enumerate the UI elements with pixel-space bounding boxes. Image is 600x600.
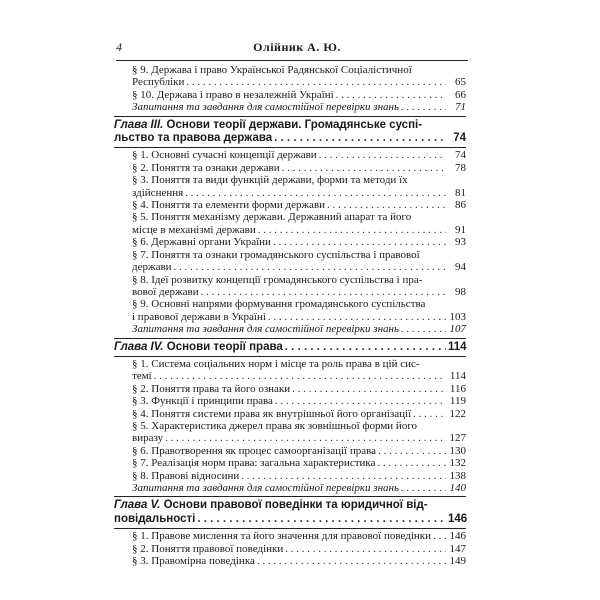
- toc-entry-text: § 4. Поняття системи права як внутрішньої його організації: [132, 407, 412, 420]
- toc-entry-text: § 3. Правомірна поведінка: [132, 555, 255, 568]
- chapter-label: Глава III.: [114, 118, 164, 131]
- leader-dots: [201, 286, 446, 298]
- chapter-page: 114: [448, 340, 467, 353]
- toc-entry-text: § 6. Правотворення як процес самоорганізації права: [132, 444, 377, 457]
- toc-entry-text: § 2. Поняття та ознаки держави: [132, 161, 280, 174]
- toc-entry-page: 78: [455, 161, 466, 174]
- chapter-divider: [114, 356, 466, 357]
- toc-entry-text: § 9. Держава і право Української Радянської Соціалістичної: [132, 64, 412, 76]
- leader-dots: [327, 199, 446, 211]
- toc-entry-page: 114: [449, 370, 466, 383]
- leader-dots: [292, 383, 446, 395]
- toc-group-chapter4: [132, 358, 466, 494]
- toc-entry-text: і правової держави в Україні: [132, 310, 266, 323]
- toc-entry[interactable]: [132, 89, 466, 101]
- toc-entry[interactable]: [132, 530, 466, 542]
- toc-entry[interactable]: [132, 249, 466, 274]
- toc-entry-page: 119: [449, 395, 466, 408]
- toc-entry-text: § 10. Держава і право в незалежній Україні: [132, 88, 334, 101]
- leader-dots: [275, 395, 446, 407]
- toc-entry[interactable]: [132, 162, 466, 174]
- leader-dots: [154, 370, 446, 382]
- chapter-label: Глава V.: [114, 499, 161, 512]
- toc-group-chapter5: [132, 530, 466, 567]
- leader-dots: [285, 341, 446, 354]
- leader-dots: [413, 408, 446, 420]
- toc-entry-page: 116: [449, 382, 466, 395]
- chapter-label: Глава IV.: [114, 340, 164, 353]
- page-number: 4: [116, 40, 122, 54]
- toc-entry-text: Республіки: [132, 76, 185, 89]
- toc-questions-entry[interactable]: [132, 482, 466, 494]
- table-of-contents: [114, 64, 468, 568]
- toc-entry-text: § 7. Поняття та ознаки громадянського суспільства і правової: [132, 248, 420, 261]
- chapter-divider: [114, 496, 466, 497]
- toc-entry-page: 138: [449, 469, 466, 482]
- toc-group-chapter3: [132, 149, 466, 335]
- leader-dots: [282, 162, 446, 174]
- toc-entry-page: 94: [455, 261, 466, 274]
- chapter-title: Основи теорії права: [166, 340, 283, 353]
- toc-questions-entry[interactable]: [132, 101, 466, 113]
- chapter-4-heading[interactable]: [114, 341, 466, 354]
- toc-entry-page: 130: [449, 444, 466, 457]
- toc-entry-text: виразу: [132, 432, 164, 445]
- toc-entry-page: 74: [455, 149, 466, 162]
- toc-entry[interactable]: [132, 445, 466, 457]
- leader-dots: [258, 224, 446, 236]
- toc-entry-text: § 2. Поняття правової поведінки: [132, 542, 284, 555]
- toc-entry-page: 107: [449, 323, 466, 336]
- toc-entry-page: 103: [449, 310, 466, 323]
- leader-dots: [274, 132, 446, 145]
- toc-entry-page: 86: [455, 199, 466, 212]
- toc-entry-page: 81: [455, 186, 466, 199]
- toc-entry-page: 147: [449, 542, 466, 555]
- toc-entry[interactable]: [132, 211, 466, 236]
- toc-entry-text: § 5. Характеристика джерел права як зовнішньої форми його: [132, 419, 418, 432]
- toc-entry-text: § 5. Поняття механізму держави. Державний апарат та його: [132, 211, 412, 224]
- leader-dots: [433, 530, 446, 542]
- toc-entry-page: 127: [449, 432, 466, 445]
- toc-entry[interactable]: [132, 236, 466, 248]
- chapter-divider: [114, 147, 466, 148]
- toc-entry[interactable]: [132, 383, 466, 395]
- toc-entry-text: Запитання та завдання для самостійної перевірки знань: [132, 482, 400, 494]
- toc-entry[interactable]: [132, 64, 466, 89]
- toc-entry[interactable]: [132, 408, 466, 420]
- chapter-page: 146: [448, 512, 468, 525]
- toc-questions-entry[interactable]: [132, 323, 466, 335]
- leader-dots: [185, 187, 446, 199]
- chapter-divider: [114, 116, 466, 117]
- toc-entry[interactable]: [132, 470, 466, 482]
- toc-entry-page: 93: [455, 236, 466, 249]
- toc-entry-text: § 8. Правові відносини: [132, 469, 240, 482]
- toc-entry-text: здійснення: [132, 186, 184, 199]
- toc-entry[interactable]: [132, 457, 466, 469]
- leader-dots: [285, 543, 446, 555]
- toc-entry-page: 122: [449, 407, 466, 420]
- toc-entry[interactable]: [132, 420, 466, 445]
- chapter-title-cont: повідальності: [114, 512, 196, 525]
- leader-dots: [273, 236, 446, 248]
- leader-dots: [174, 261, 446, 273]
- leader-dots: [197, 513, 446, 526]
- toc-entry-text: § 4. Поняття та елементи форми держави: [132, 199, 326, 212]
- toc-entry[interactable]: [132, 543, 466, 555]
- toc-entry-text: § 1. Правове мислення та його значення для правової поведінки: [132, 530, 431, 543]
- toc-entry-page: 66: [455, 88, 466, 101]
- toc-entry-text: § 1. Основні сучасні концепції держави: [132, 149, 317, 162]
- toc-entry[interactable]: [132, 395, 466, 407]
- leader-dots: [401, 482, 446, 494]
- leader-dots: [257, 555, 446, 567]
- toc-entry-text: § 9. Основні напрями формування громадянського суспільства: [132, 298, 426, 311]
- leader-dots: [401, 101, 446, 113]
- toc-entry-text: § 7. Реалізація норм права: загальна характеристика: [132, 457, 376, 470]
- toc-entry[interactable]: [132, 174, 466, 199]
- header-rule: [116, 60, 468, 61]
- leader-dots: [165, 432, 446, 444]
- toc-entry-page: 132: [449, 457, 466, 470]
- toc-entry[interactable]: [132, 358, 466, 383]
- toc-entry-text: § 3. Поняття та види функцій держави, форми та методи їх: [132, 174, 408, 187]
- toc-entry-page: 91: [455, 223, 466, 236]
- leader-dots: [401, 323, 446, 335]
- toc-entry-page: 140: [449, 482, 466, 494]
- chapter-divider: [114, 338, 466, 339]
- toc-entry-text: § 6. Державні органи України: [132, 236, 271, 249]
- leader-dots: [186, 76, 446, 88]
- toc-entry[interactable]: [132, 199, 466, 211]
- leader-dots: [377, 457, 446, 469]
- toc-entry-text: § 8. Ідеї розвитку концепції громадянського суспільства і пра-: [132, 273, 423, 286]
- chapter-page: 74: [453, 132, 466, 145]
- author-name: Олійник А. Ю.: [253, 40, 341, 54]
- toc-entry[interactable]: [132, 274, 466, 299]
- chapter-5-heading[interactable]: [114, 499, 466, 526]
- toc-entry[interactable]: [132, 149, 466, 161]
- toc-entry-page: 71: [455, 101, 466, 114]
- toc-entry[interactable]: [132, 555, 466, 567]
- toc-entry-text: Запитання та завдання для самостійної перевірки знань: [132, 101, 400, 114]
- leader-dots: [378, 445, 446, 457]
- running-head: [116, 40, 478, 56]
- toc-entry-text: § 2. Поняття права та його ознаки: [132, 382, 291, 395]
- chapter-title: Основи правової поведінки та юридичної від-: [163, 499, 428, 512]
- toc-entry-text: місце в механізмі держави: [132, 223, 256, 236]
- chapter-title-cont: льство та правова держава: [114, 132, 273, 145]
- toc-entry-text: § 3. Функції і принципи права: [132, 395, 273, 408]
- toc-entry-text: вової держави: [132, 285, 199, 298]
- leader-dots: [319, 149, 446, 161]
- leader-dots: [268, 311, 446, 323]
- toc-entry-page: 149: [449, 555, 466, 568]
- toc-entry-text: Запитання та завдання для самостійної перевірки знань: [132, 323, 400, 336]
- toc-entry[interactable]: [132, 298, 466, 323]
- chapter-3-heading[interactable]: [114, 119, 466, 146]
- chapter-divider: [114, 528, 466, 529]
- toc-entry-page: 146: [449, 530, 466, 543]
- toc-entry-text: держави: [132, 261, 172, 274]
- leader-dots: [241, 470, 446, 482]
- toc-entry-page: 98: [455, 285, 466, 298]
- chapter-title: Основи теорії держави. Громадянське суспі-: [166, 118, 423, 131]
- leader-dots: [336, 89, 446, 101]
- toc-entry-page: 65: [455, 76, 466, 89]
- toc-group-chapter2-tail: [132, 64, 466, 114]
- toc-entry-text: темі: [132, 370, 152, 383]
- toc-entry-text: § 1. Система соціальних норм і місце та роль права в цій сис-: [132, 357, 420, 370]
